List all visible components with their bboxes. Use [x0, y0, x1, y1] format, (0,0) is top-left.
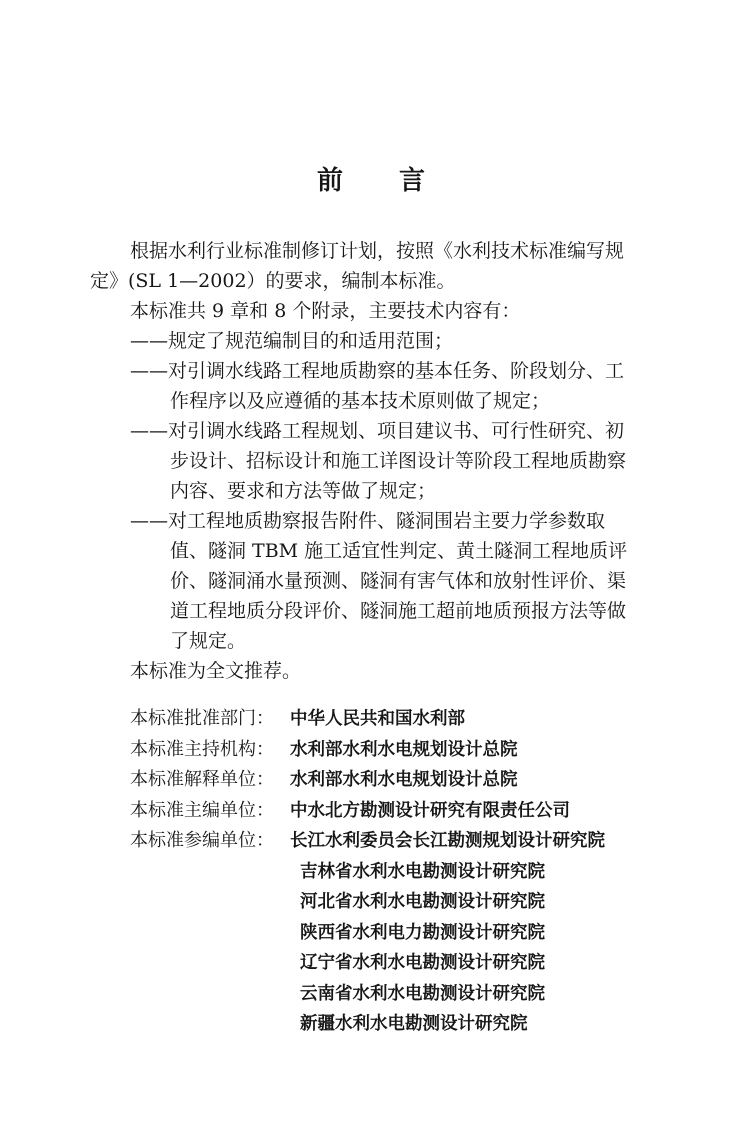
- participate-value-6: 云南省水利水电勘测设计研究院: [300, 983, 545, 1004]
- approve-label: 本标准批准部门：: [130, 708, 274, 729]
- title-char-2: 言: [399, 166, 428, 196]
- chief-value: 中水北方勘测设计研究有限责任公司: [290, 800, 570, 821]
- item-4-line-4: 道工程地质分段评价、隧洞施工超前地质预报方法等做: [170, 600, 627, 622]
- participate-value-7: 新疆水利水电勘测设计研究院: [300, 1014, 528, 1034]
- intro-line-1: 根据水利行业标准制修订计划，按照《水利技术标准编写规: [130, 240, 625, 262]
- item-3-line-3: 内容、要求和方法等做了规定；: [170, 480, 437, 502]
- chief-row: [130, 796, 690, 827]
- intro-line-2: 定》(SL 1—2002）的要求，编制本标准。: [90, 270, 456, 292]
- item-4-line-1: ——对工程地质勘察报告附件、隧洞围岩主要力学参数取: [130, 510, 606, 532]
- host-label: 本标准主持机构：: [130, 738, 274, 760]
- participate-value-3: 河北省水利水电勘测设计研究院: [300, 892, 545, 912]
- participate-label: 本标准参编单位：: [130, 830, 274, 851]
- chief-label: 本标准主编单位：: [130, 799, 274, 821]
- item-4-line-3: 价、隧洞涌水量预测、隧洞有害气体和放射性评价、渠: [170, 570, 627, 592]
- responsible-units: [130, 704, 690, 1040]
- participate-value-1: 长江水利委员会长江勘测规划设计研究院: [290, 831, 605, 851]
- approve-row: [130, 704, 690, 735]
- participate-value-2: 吉林省水利水电勘测设计研究院: [300, 861, 545, 882]
- interpret-value: 水利部水利水电规划设计总院: [290, 770, 518, 790]
- participate-row: [130, 826, 690, 857]
- participate-value-4: 陕西省水利电力勘测设计研究院: [300, 922, 545, 943]
- approve-value: 中华人民共和国水利部: [290, 709, 465, 729]
- foreword-body: [90, 236, 670, 686]
- participate-value-5: 辽宁省水利水电勘测设计研究院: [300, 953, 545, 973]
- page-title: [0, 160, 744, 197]
- title-char-1: 前: [316, 166, 345, 196]
- interpret-row: [130, 765, 690, 796]
- item-4-line-5: 了规定。: [170, 630, 247, 652]
- recommend-line: 本标准为全文推荐。: [130, 660, 302, 682]
- host-value: 水利部水利水电规划设计总院: [290, 739, 518, 760]
- item-3-line-1: ——对引调水线路工程规划、项目建议书、可行性研究、初: [130, 420, 625, 442]
- interpret-label: 本标准解释单位：: [130, 769, 274, 790]
- intro-line-3: 本标准共 9 章和 8 个附录，主要技术内容有：: [130, 300, 521, 322]
- item-4-line-2: 值、隧洞 TBM 施工适宜性判定、黄土隧洞工程地质评: [170, 540, 628, 562]
- item-3-line-2: 步设计、招标设计和施工详图设计等阶段工程地质勘察: [170, 450, 627, 472]
- item-2-line-1: ——对引调水线路工程地质勘察的基本任务、阶段划分、工: [130, 360, 625, 382]
- host-row: [130, 735, 690, 766]
- item-1-line-1: ——规定了规范编制目的和适用范围；: [130, 330, 454, 352]
- item-2-line-2: 作程序以及应遵循的基本技术原则做了规定；: [170, 390, 551, 412]
